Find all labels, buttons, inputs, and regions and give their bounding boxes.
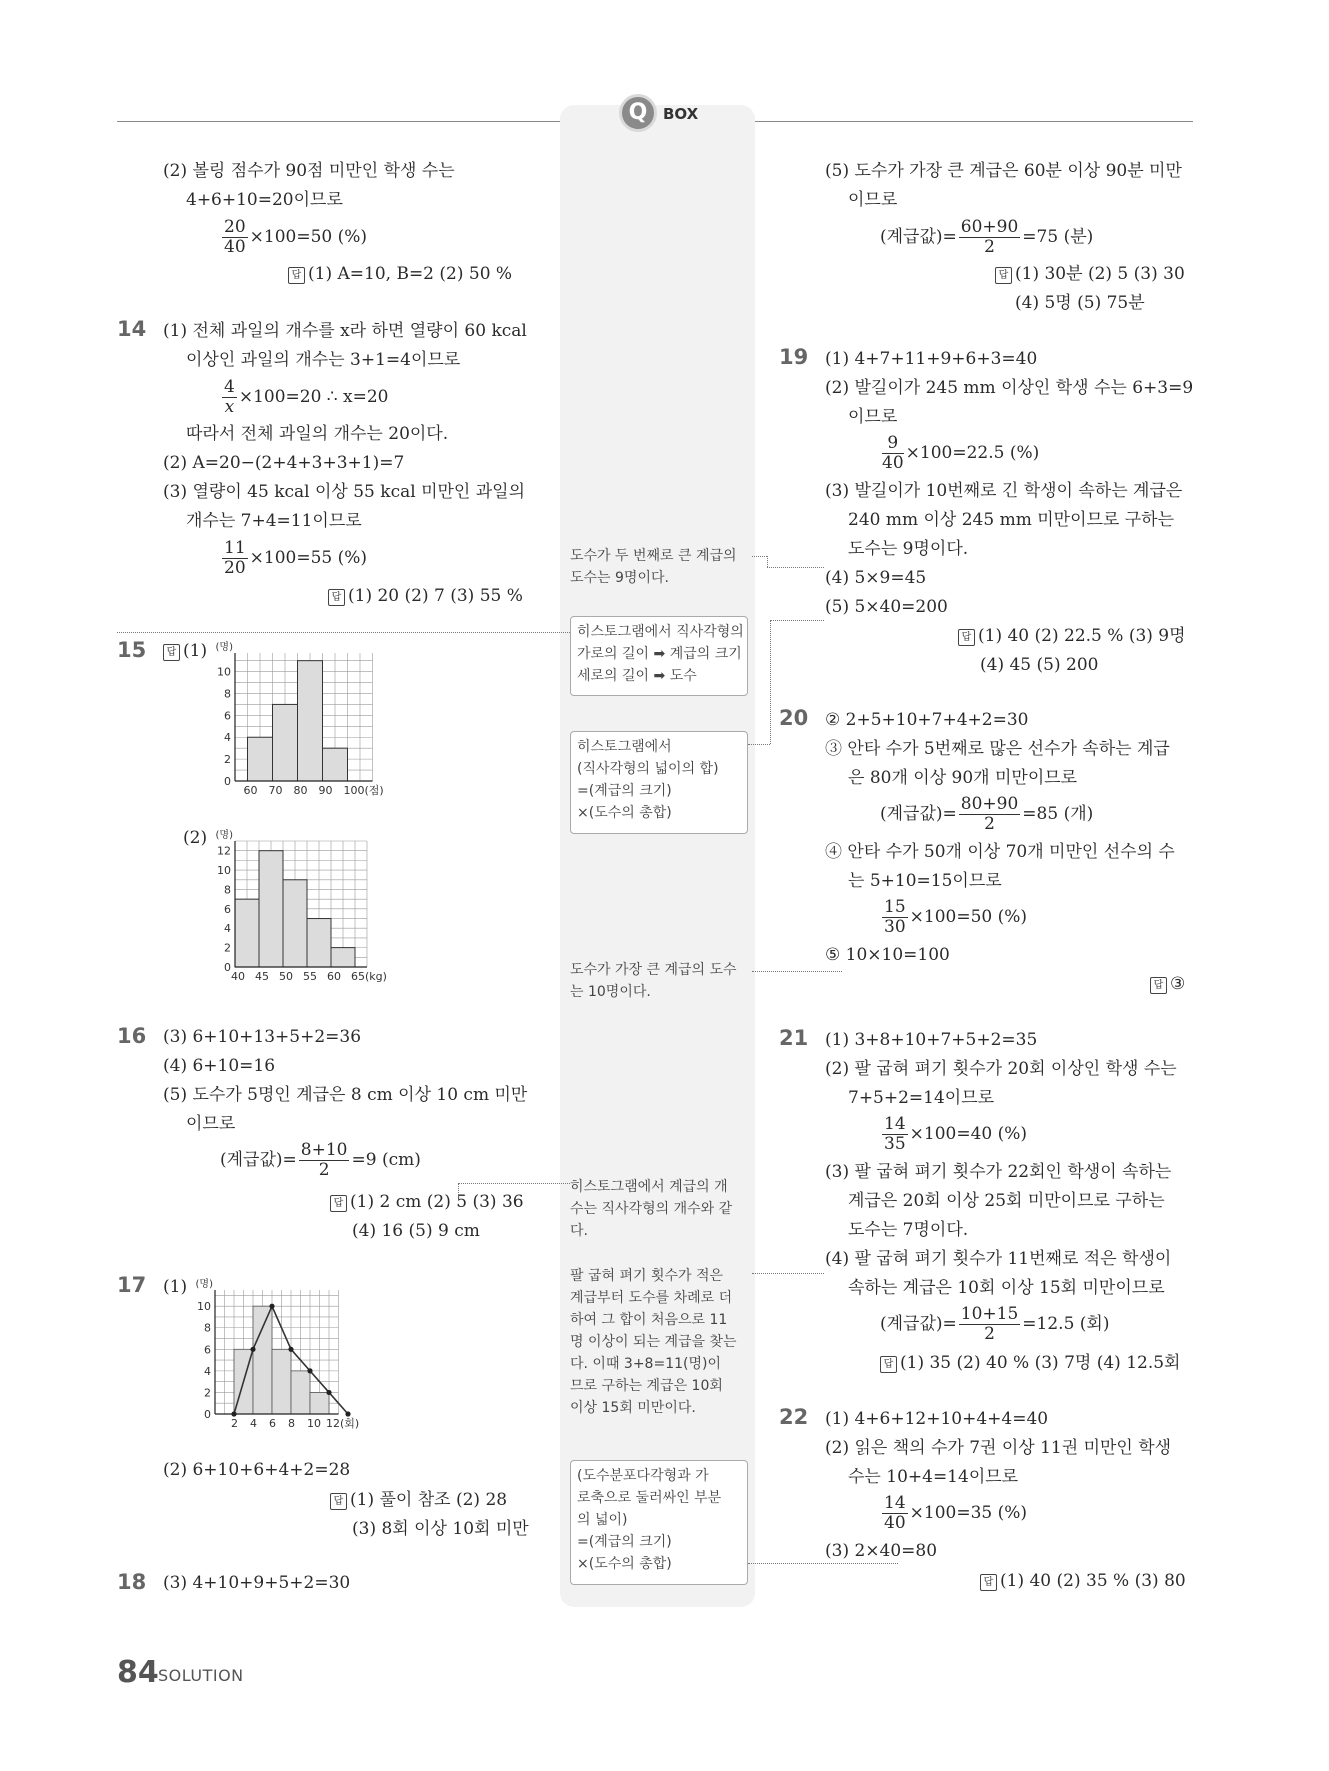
connector-note-1-v: [767, 556, 768, 567]
y-tick-label: 4: [224, 731, 231, 745]
q16-line-4: 이므로: [186, 1114, 236, 1134]
q17-number: 17: [117, 1273, 147, 1297]
q18-fraction: [880, 218, 1093, 257]
note-2-line-2: 가로의 길이 ➡ 계급의 크기: [577, 646, 742, 662]
frequency-polygon-point: [250, 1347, 255, 1352]
q14-frac2-rest: ×100=55 (%): [249, 548, 368, 568]
q17-part-1-label: (1): [163, 1277, 188, 1297]
q20-frac1-den: 2: [984, 814, 995, 834]
qbox-note-7: [570, 1460, 748, 1585]
histogram-bar: [307, 919, 331, 967]
qbox-note-6: [570, 1265, 748, 1419]
histogram-bar: [235, 899, 259, 967]
note-5-line-3: 다.: [570, 1223, 588, 1239]
q20-number: 20: [779, 706, 809, 730]
q16-answer-2: (4) 16 (5) 9 cm: [352, 1221, 480, 1241]
y-tick-label: 0: [224, 961, 231, 974]
q19-line-5: 240 mm 이상 245 mm 미만이므로 구하는: [848, 510, 1175, 530]
connector-note-5: [458, 1183, 570, 1184]
q19-line-4: (3) 발길이가 10번째로 긴 학생이 속하는 계급은: [825, 481, 1183, 501]
y-tick-label: 2: [224, 753, 231, 767]
answer-icon: 답: [330, 1493, 347, 1510]
connector-note-3-v: [770, 620, 771, 744]
note-7-line-5: ×(도수의 총합): [577, 1556, 672, 1572]
x-tick-label: 8: [288, 1417, 295, 1430]
histogram-bar: [331, 948, 355, 967]
q21-line-3: 7+5+2=14이므로: [848, 1088, 995, 1108]
q22-line-4: (3) 2×40=80: [825, 1541, 938, 1561]
q13-answer-text: (1) A=10, B=2 (2) 50 %: [308, 264, 513, 284]
histogram-bar: [272, 1349, 291, 1414]
frequency-polygon-point: [307, 1368, 312, 1373]
note-6-line-6: 므로 구하는 계급은 10회: [570, 1378, 723, 1394]
histogram-bar: [298, 661, 323, 781]
q14-frac1-rest: ×100=20 ∴ x=20: [238, 387, 389, 407]
q20-frac2-rest: ×100=50 (%): [909, 907, 1028, 927]
answer-icon: 답: [1150, 977, 1167, 994]
histogram-bar: [291, 1371, 310, 1414]
frequency-polygon-point: [269, 1304, 274, 1309]
q21-frac2-pre: (계급값)=: [880, 1314, 957, 1334]
q21-line-5: 계급은 20회 이상 25회 미만이므로 구하는: [848, 1191, 1165, 1211]
qbox-note-5: [570, 1176, 748, 1242]
y-tick-label: 6: [224, 709, 231, 723]
q20-line-3: 은 80개 이상 90개 미만이므로: [848, 768, 1078, 788]
q22-answer: [980, 1570, 1186, 1592]
q16-frac-den: 2: [318, 1160, 330, 1180]
x-tick-label: 45: [255, 970, 269, 983]
q21-line-1: (1) 3+8+10+7+5+2=35: [825, 1030, 1038, 1050]
q14-frac1-num: 4: [224, 377, 235, 397]
x-tick-label: 100(점): [343, 784, 384, 797]
q13-fraction-line: [220, 218, 367, 257]
note-4-line-1: 도수가 가장 큰 계급의 도수: [570, 962, 737, 978]
q14-frac2-den: 20: [224, 558, 246, 578]
y-tick-label: 12: [217, 844, 231, 858]
q18-frac-pre: (계급값)=: [880, 227, 957, 247]
note-4-line-2: 는 10명이다.: [570, 984, 651, 1000]
q21-line-6: 도수는 7명이다.: [848, 1220, 969, 1240]
q14-line-1: (1) 전체 과일의 개수를 x라 하면 열량이 60 kcal: [163, 321, 527, 341]
q20-frac1-num: 80+90: [960, 794, 1019, 814]
connector-note-2: [117, 632, 570, 633]
y-axis-unit-label: (명): [195, 1279, 213, 1290]
q21-number: 21: [779, 1026, 809, 1050]
histogram-bar: [273, 704, 298, 781]
y-tick-label: 4: [224, 922, 231, 936]
x-tick-label: 10: [307, 1417, 321, 1430]
q16-answer-1-text: (1) 2 cm (2) 5 (3) 36: [350, 1192, 524, 1212]
note-6-line-2: 계급부터 도수를 차례로 더: [570, 1290, 733, 1306]
q18-number: 18: [117, 1570, 147, 1594]
histogram-bar: [310, 1392, 329, 1414]
q-logo-circle: [619, 94, 657, 132]
q18-answer-1-text: (1) 30분 (2) 5 (3) 30: [1015, 264, 1185, 284]
y-tick-label: 8: [224, 883, 231, 897]
connector-note-7: [748, 1563, 898, 1564]
q14-answer-text: (1) 20 (2) 7 (3) 55 %: [348, 586, 523, 606]
answer-icon: 답: [330, 1195, 347, 1212]
q21-answer: [880, 1352, 1180, 1374]
q16-number: 16: [117, 1024, 147, 1048]
note-6-line-7: 이상 15회 미만이다.: [570, 1400, 696, 1416]
q21-frac2-num: 10+15: [960, 1304, 1019, 1324]
q13-line-2: 4+6+10=20이므로: [186, 190, 343, 210]
note-5-line-2: 수는 직사각형의 개수와 같: [570, 1201, 733, 1217]
qbox-note-1: [570, 545, 748, 589]
q19-line-8: (5) 5×40=200: [825, 597, 948, 617]
header-rule-right: [755, 121, 1193, 122]
q20-line-1: ② 2+5+10+7+4+2=30: [825, 710, 1029, 730]
note-6-line-4: 명 이상이 되는 계급을 찾는: [570, 1334, 737, 1350]
y-tick-label: 10: [217, 665, 231, 679]
q19-line-2: (2) 발길이가 245 mm 이상인 학생 수는 6+3=9: [825, 378, 1194, 398]
x-tick-label: 60: [243, 784, 258, 797]
q22-line-2: (2) 읽은 책의 수가 7권 이상 11권 미만인 학생: [825, 1438, 1172, 1458]
q16-fraction: [220, 1141, 421, 1180]
q14-line-2: 이상인 과일의 개수는 3+1=4이므로: [186, 350, 461, 370]
connector-note-5-v: [458, 1183, 459, 1197]
q22-frac-den: 40: [884, 1513, 906, 1533]
note-3-line-3: =(계급의 크기): [577, 783, 672, 799]
y-tick-label: 6: [204, 1343, 211, 1357]
y-tick-label: 0: [204, 1408, 211, 1421]
q20-line-5: 는 5+10=15이므로: [848, 871, 1002, 891]
q18-frac-den: 2: [984, 237, 995, 257]
q16-line-2: (4) 6+10=16: [163, 1056, 276, 1076]
q20-fraction-2: [880, 898, 1027, 937]
q21-answer-text: (1) 35 (2) 40 % (3) 7명 (4) 12.5회: [900, 1353, 1181, 1373]
connector-note-3: [748, 744, 770, 745]
q21-line-4: (3) 팔 굽혀 펴기 횟수가 22회인 학생이 속하는: [825, 1162, 1172, 1182]
y-tick-label: 2: [204, 1386, 211, 1400]
note-6-line-5: 다. 이때 3+8=11(명)이: [570, 1356, 721, 1372]
x-tick-label: 6: [269, 1417, 276, 1430]
box-label: BOX: [663, 105, 699, 123]
q20-line-6: ⑤ 10×10=100: [825, 945, 950, 965]
q19-line-6: 도수는 9명이다.: [848, 539, 969, 559]
x-tick-label: 60: [327, 970, 341, 983]
q17-answer-1-text: (1) 풀이 참조 (2) 28: [350, 1490, 508, 1510]
y-tick-label: 10: [217, 864, 231, 878]
note-6-line-1: 팔 굽혀 펴기 횟수가 적은: [570, 1268, 724, 1284]
connector-note-6: [752, 1273, 824, 1274]
q14-fraction-2: [220, 539, 367, 578]
q16-frac-rest: =9 (cm): [351, 1150, 421, 1170]
q17-answer-2: (3) 8회 이상 10회 미만: [352, 1519, 529, 1539]
q19-line-7: (4) 5×9=45: [825, 568, 927, 588]
q21-line-8: 속하는 계급은 10회 이상 15회 미만이므로: [848, 1278, 1165, 1298]
q20-fraction-1: [880, 795, 1093, 834]
q18-answer-1: [995, 263, 1185, 285]
note-3-line-4: ×(도수의 총합): [577, 805, 672, 821]
q18-line-6: 이므로: [848, 190, 898, 210]
answer-icon: 답: [288, 267, 305, 284]
q14-line-4: (2) A=20−(2+4+3+3+1)=7: [163, 453, 405, 473]
x-tick-label: 55: [303, 970, 317, 983]
q19-answer-2: (4) 45 (5) 200: [980, 655, 1099, 675]
connector-note-4: [752, 971, 842, 972]
note-3-line-1: 히스토그램에서: [577, 739, 672, 755]
note-1-line-1: 도수가 두 번째로 큰 계급의: [570, 548, 737, 564]
q21-frac1-num: 14: [884, 1114, 906, 1134]
x-tick-label: 2: [231, 1417, 238, 1430]
q14-line-3: 따라서 전체 과일의 개수는 20이다.: [186, 424, 449, 444]
q19-answer-1-text: (1) 40 (2) 22.5 % (3) 9명: [978, 626, 1186, 646]
q22-answer-text: (1) 40 (2) 35 % (3) 80: [1000, 1571, 1186, 1591]
q19-answer-1: [958, 625, 1186, 647]
note-6-line-3: 하여 그 합이 처음으로 11: [570, 1312, 728, 1328]
q13-frac-num: 20: [224, 217, 246, 237]
note-2-line-3: 세로의 길이 ➡ 도수: [577, 668, 697, 684]
q21-frac2-den: 2: [984, 1324, 995, 1344]
connector-note-3-h2: [770, 620, 824, 621]
q15-part-1-label: (1): [183, 641, 208, 661]
q20-answer: [1150, 973, 1185, 995]
histogram-bar: [259, 851, 283, 967]
y-tick-label: 2: [224, 941, 231, 955]
q14-number: 14: [117, 317, 147, 341]
q13-answer: [288, 263, 512, 285]
qbox-note-3: [570, 731, 748, 834]
q21-frac2-rest: =12.5 (회): [1022, 1314, 1110, 1334]
q14-frac2-num: 11: [224, 538, 246, 558]
q14-frac1-den: x: [224, 397, 235, 417]
q15-part-2-label: (2): [183, 828, 208, 848]
q20-frac1-pre: (계급값)=: [880, 804, 957, 824]
q20-line-4: ④ 안타 수가 50개 이상 70개 미만인 선수의 수: [825, 842, 1175, 862]
q16-answer-1: [330, 1191, 524, 1213]
q16-frac-num: 8+10: [300, 1140, 348, 1160]
q13-frac-rest: ×100=50 (%): [249, 227, 368, 247]
x-tick-label: 65(kg): [351, 970, 387, 983]
y-tick-label: 6: [224, 902, 231, 916]
x-tick-label: 4: [250, 1417, 257, 1430]
note-7-line-4: =(계급의 크기): [577, 1534, 672, 1550]
q19-line-1: (1) 4+7+11+9+6+3=40: [825, 349, 1038, 369]
q15-part-1: [163, 640, 207, 662]
q22-frac-rest: ×100=35 (%): [909, 1503, 1028, 1523]
answer-icon: 답: [163, 644, 180, 661]
q19-frac-rest: ×100=22.5 (%): [905, 443, 1040, 463]
q19-number: 19: [779, 345, 809, 369]
q20-frac2-den: 30: [884, 917, 906, 937]
q15-number: 15: [117, 638, 147, 662]
q21-line-7: (4) 팔 굽혀 펴기 횟수가 11번째로 적은 학생이: [825, 1249, 1172, 1269]
q21-frac1-rest: ×100=40 (%): [909, 1124, 1028, 1144]
note-7-line-2: 로축으로 둘러싸인 부분: [577, 1490, 722, 1506]
x-tick-label: 90: [318, 784, 333, 797]
q15-histogram-1: [205, 638, 384, 810]
histogram-bar: [323, 748, 348, 781]
q18-line-5: (5) 도수가 가장 큰 계급은 60분 이상 90분 미만: [825, 161, 1182, 181]
q20-line-2: ③ 안타 수가 5번째로 많은 선수가 속하는 계급: [825, 739, 1170, 759]
frequency-polygon-point: [326, 1390, 331, 1395]
q16-frac-pre: (계급값)=: [220, 1150, 297, 1170]
x-tick-label: 80: [293, 784, 308, 797]
qbox-note-4: [570, 959, 748, 1003]
note-7-line-1: (도수분포다각형과 가: [577, 1468, 709, 1484]
q18-frac-rest: =75 (분): [1022, 227, 1094, 247]
y-tick-label: 4: [204, 1364, 211, 1378]
note-2-line-1: 히스토그램에서 직사각형의: [577, 624, 744, 640]
y-tick-label: 8: [224, 687, 231, 701]
q19-frac-num: 9: [882, 434, 904, 454]
q13-line-1: (2) 볼링 점수가 90점 미만인 학생 수는: [163, 161, 455, 181]
q-logo-letter: Q: [628, 100, 648, 125]
q16-line-1: (3) 6+10+13+5+2=36: [163, 1027, 362, 1047]
q14-line-6: 개수는 7+4=11이므로: [186, 511, 362, 531]
y-axis-unit-label: (명): [215, 642, 233, 653]
q17-line-1: (2) 6+10+6+4+2=28: [163, 1460, 351, 1480]
q20-answer-text: ③: [1170, 974, 1186, 994]
q13-frac-den: 40: [224, 237, 246, 257]
q17-answer-1: [330, 1489, 507, 1511]
q14-fraction-1: [220, 378, 388, 417]
q19-fraction: [880, 434, 1039, 473]
q22-line-3: 수는 10+4=14이므로: [848, 1467, 1019, 1487]
q21-fraction-2: [880, 1305, 1109, 1344]
answer-icon: 답: [980, 1574, 997, 1591]
answer-icon: 답: [328, 589, 345, 606]
histogram-bar: [253, 1306, 272, 1414]
q17-frequency-polygon: [185, 1271, 380, 1449]
x-tick-label: 40: [231, 970, 245, 983]
q22-frac-num: 14: [884, 1493, 906, 1513]
q22-line-1: (1) 4+6+12+10+4+4=40: [825, 1409, 1049, 1429]
x-tick-label: 12(회): [326, 1417, 360, 1430]
histogram-bar: [283, 880, 307, 967]
note-3-line-2: (직사각형의 넓이의 합): [577, 761, 719, 777]
answer-icon: 답: [958, 629, 975, 646]
qbox-note-2: [570, 616, 748, 696]
q18-line-1: (3) 4+10+9+5+2=30: [163, 1573, 351, 1593]
connector-note-1: [752, 556, 767, 557]
q22-fraction: [880, 1494, 1027, 1533]
y-tick-label: 8: [204, 1321, 211, 1335]
q18-frac-num: 60+90: [960, 217, 1019, 237]
q18-answer-2: (4) 5명 (5) 75분: [1015, 293, 1145, 313]
header-rule-left: [117, 121, 560, 122]
note-1-line-2: 도수는 9명이다.: [570, 570, 669, 586]
connector-note-1-h2: [767, 567, 824, 568]
answer-icon: 답: [880, 1356, 897, 1373]
footer-brand: SOLUTION: [158, 1666, 244, 1685]
q14-line-5: (3) 열량이 45 kcal 이상 55 kcal 미만인 과일의: [163, 482, 526, 502]
note-7-line-3: 의 넓이): [577, 1512, 628, 1528]
q20-frac2-num: 15: [884, 897, 906, 917]
answer-icon: 답: [995, 267, 1012, 284]
frequency-polygon-point: [288, 1347, 293, 1352]
y-tick-label: 0: [224, 775, 231, 788]
q22-number: 22: [779, 1405, 809, 1429]
x-tick-label: 50: [279, 970, 293, 983]
q21-frac1-den: 35: [884, 1134, 906, 1154]
q19-line-3: 이므로: [848, 407, 898, 427]
q21-fraction-1: [880, 1115, 1027, 1154]
q20-frac1-rest: =85 (개): [1022, 804, 1094, 824]
footer-page-number: 84: [117, 1655, 159, 1690]
q21-line-2: (2) 팔 굽혀 펴기 횟수가 20회 이상인 학생 수는: [825, 1059, 1177, 1079]
x-tick-label: 70: [268, 784, 283, 797]
frequency-polygon-point: [345, 1411, 350, 1416]
q16-line-3: (5) 도수가 5명인 계급은 8 cm 이상 10 cm 미만: [163, 1085, 528, 1105]
y-axis-unit-label: (명): [215, 830, 233, 841]
q15-histogram-2: [205, 824, 400, 994]
note-5-line-1: 히스토그램에서 계급의 개: [570, 1179, 728, 1195]
q14-answer: [328, 585, 523, 607]
q19-frac-den: 40: [882, 453, 904, 473]
histogram-bar: [248, 737, 273, 781]
y-tick-label: 10: [197, 1300, 211, 1314]
